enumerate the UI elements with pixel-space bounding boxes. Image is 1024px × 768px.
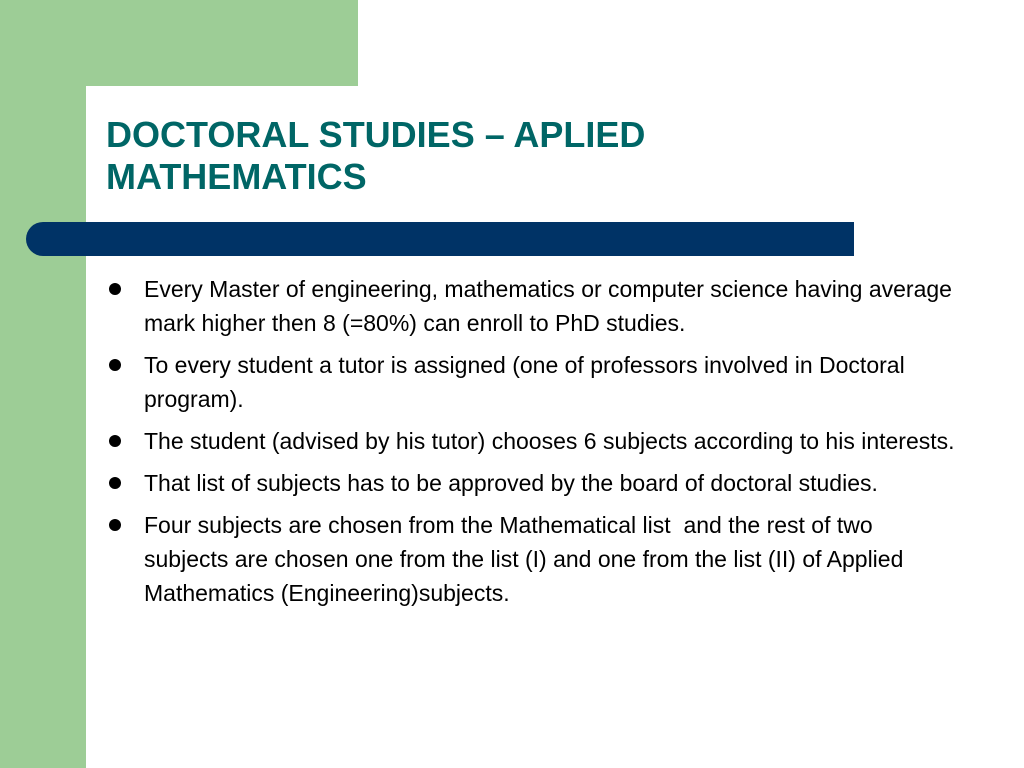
bullet-dot-icon bbox=[109, 519, 121, 531]
slide-title bbox=[106, 114, 986, 198]
bullet-dot-icon bbox=[109, 359, 121, 371]
slide-title-line-2: MATHEMATICS bbox=[106, 156, 367, 197]
bullet-item-subject-lists bbox=[106, 508, 956, 610]
bullet-dot-icon bbox=[109, 477, 121, 489]
bullet-list bbox=[106, 272, 959, 618]
bullet-item-tutor bbox=[106, 348, 956, 416]
bullet-text-tutor: To every student a tutor is assigned (one of professors involved in Doctoral program). bbox=[144, 352, 912, 412]
bullet-text-approval: That list of subjects has to be approved by the board of doctoral studies. bbox=[144, 470, 878, 496]
bullet-item-enrollment bbox=[106, 272, 959, 340]
bullet-text-subject-choice: The student (advised by his tutor) chooses 6 subjects according to his interests. bbox=[144, 428, 955, 454]
slide-title-line-1: DOCTORAL STUDIES – APLIED bbox=[106, 114, 646, 155]
bullet-text-subject-lists: Four subjects are chosen from the Mathematical list and the rest of two subjects are chosen one from the list (I) and one from the list (II) of Applied Mathematics (Engineering)subjects. bbox=[144, 512, 910, 606]
green-top-band bbox=[0, 0, 358, 86]
bullet-dot-icon bbox=[109, 435, 121, 447]
green-left-band bbox=[0, 0, 86, 768]
bullet-text-enrollment: Every Master of engineering, mathematics or computer science having average mark higher then 8 (=80%) can enroll to PhD studies. bbox=[144, 276, 959, 336]
bullet-item-subject-choice bbox=[106, 424, 956, 458]
bullet-item-approval bbox=[106, 466, 956, 500]
bullet-dot-icon bbox=[109, 283, 121, 295]
title-divider-bar bbox=[26, 222, 854, 256]
